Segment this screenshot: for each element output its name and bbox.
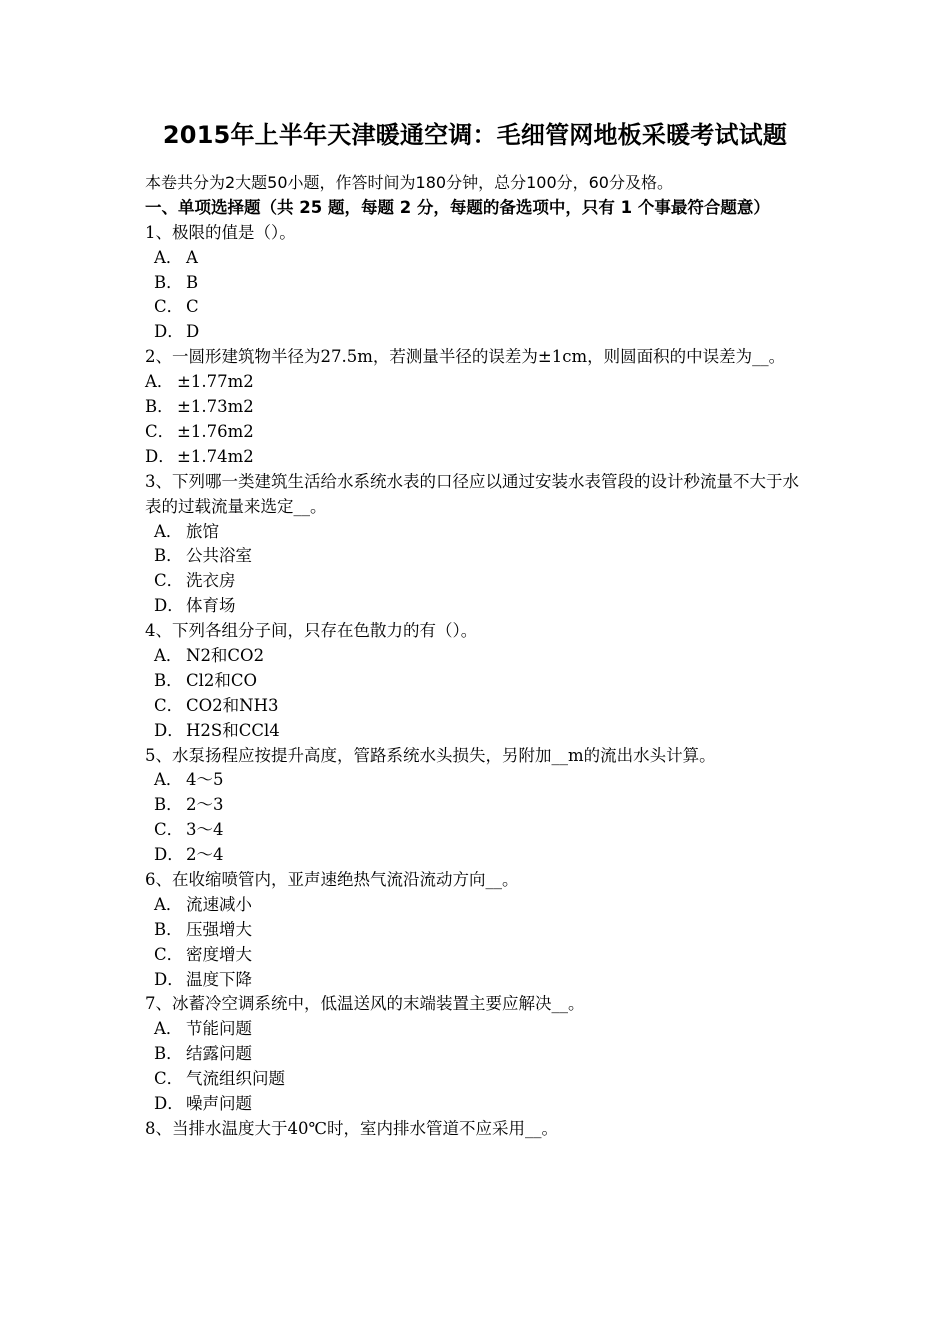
option-letter: A． bbox=[154, 1019, 183, 1039]
option-text: B bbox=[186, 272, 199, 292]
option-text: 气流组织问题 bbox=[186, 1069, 285, 1089]
option-letter: B． bbox=[154, 546, 183, 566]
option-a bbox=[145, 246, 810, 271]
option-c bbox=[145, 420, 810, 445]
option-b bbox=[145, 544, 810, 569]
option-text: 洗衣房 bbox=[186, 571, 236, 591]
option-b bbox=[145, 918, 810, 943]
document-body bbox=[145, 171, 810, 1142]
option-letter: C． bbox=[154, 944, 184, 964]
question-7 bbox=[145, 992, 810, 1116]
option-text: Cl2和CO bbox=[186, 670, 258, 690]
section-heading: 一、单项选择题（共 25 题，每题 2 分，每题的备选项中，只有 1 个事最符合题意） bbox=[145, 197, 770, 217]
option-letter: D． bbox=[145, 446, 175, 466]
option-letter: D． bbox=[154, 720, 184, 740]
option-letter: C． bbox=[154, 820, 184, 840]
option-b bbox=[145, 271, 810, 296]
option-letter: D． bbox=[154, 845, 184, 865]
option-letter: D． bbox=[154, 1094, 184, 1114]
option-c bbox=[145, 1067, 810, 1092]
option-letter: C． bbox=[154, 297, 184, 317]
question-stem: 2、一圆形建筑物半径为27.5m，若测量半径的误差为±1cm，则圆面积的中误差为__。 bbox=[145, 347, 786, 367]
option-text: H2S和CCl4 bbox=[186, 720, 280, 740]
option-d bbox=[145, 594, 810, 619]
option-c bbox=[145, 569, 810, 594]
question-stem: 7、冰蓄冷空调系统中，低温送风的末端装置主要应解决__。 bbox=[145, 994, 585, 1014]
option-text: 2～3 bbox=[186, 795, 224, 815]
question-stem: 3、下列哪一类建筑生活给水系统水表的口径应以通过安装水表管段的设计秒流量不大于水表的过载流量来选定__。 bbox=[145, 471, 799, 516]
option-text: 流速减小 bbox=[186, 894, 252, 914]
option-c bbox=[145, 943, 810, 968]
option-letter: C． bbox=[154, 1069, 184, 1089]
question-1 bbox=[145, 221, 810, 345]
option-c bbox=[145, 295, 810, 320]
option-text: 体育场 bbox=[186, 596, 236, 616]
question-stem: 6、在收缩喷管内，亚声速绝热气流沿流动方向__。 bbox=[145, 870, 519, 889]
question-3 bbox=[145, 470, 810, 619]
question-5 bbox=[145, 744, 810, 868]
question-8 bbox=[145, 1117, 810, 1142]
option-text: CO2和NH3 bbox=[186, 695, 279, 715]
option-text: 旅馆 bbox=[186, 521, 219, 541]
option-a bbox=[145, 520, 810, 545]
option-b bbox=[145, 395, 810, 420]
option-a bbox=[145, 893, 810, 918]
option-text: ±1.73m2 bbox=[177, 397, 254, 417]
option-text: C bbox=[186, 297, 199, 317]
document-title: 2015年上半年天津暖通空调：毛细管网地板采暖考试试题 bbox=[162, 121, 788, 149]
option-letter: B． bbox=[154, 1044, 183, 1064]
option-letter: B． bbox=[145, 397, 174, 417]
option-text: 3～4 bbox=[186, 820, 224, 840]
question-4 bbox=[145, 619, 810, 743]
option-d bbox=[145, 843, 810, 868]
option-a bbox=[145, 370, 810, 395]
option-letter: C． bbox=[154, 571, 184, 591]
option-letter: B． bbox=[154, 272, 183, 292]
option-text: 节能问题 bbox=[186, 1019, 252, 1039]
option-text: 4～5 bbox=[186, 770, 224, 790]
option-letter: D． bbox=[154, 322, 184, 342]
question-2 bbox=[145, 345, 810, 469]
option-a bbox=[145, 1017, 810, 1042]
question-stem: 1、极限的值是（）。 bbox=[145, 222, 296, 242]
option-letter: C． bbox=[154, 695, 184, 715]
option-c bbox=[145, 818, 810, 843]
option-letter: D． bbox=[154, 596, 184, 616]
option-letter: A． bbox=[154, 894, 183, 914]
question-stem: 5、水泵扬程应按提升高度，管路系统水头损失，另附加__m的流出水头计算。 bbox=[145, 745, 716, 765]
option-text: 公共浴室 bbox=[186, 546, 252, 566]
option-c bbox=[145, 694, 810, 719]
question-6 bbox=[145, 868, 810, 992]
option-letter: A． bbox=[154, 770, 183, 790]
option-letter: A． bbox=[154, 247, 183, 267]
option-letter: A． bbox=[145, 372, 174, 392]
option-text: N2和CO2 bbox=[186, 645, 265, 665]
option-text: ±1.77m2 bbox=[177, 372, 254, 392]
option-a bbox=[145, 768, 810, 793]
option-text: D bbox=[186, 322, 200, 342]
option-a bbox=[145, 644, 810, 669]
option-letter: C． bbox=[145, 421, 175, 441]
option-text: ±1.76m2 bbox=[177, 421, 254, 441]
exam-intro: 本卷共分为2大题50小题，作答时间为180分钟，总分100分，60分及格。 bbox=[145, 173, 673, 192]
option-text: 2～4 bbox=[186, 845, 224, 865]
option-b bbox=[145, 669, 810, 694]
option-d bbox=[145, 719, 810, 744]
option-text: ±1.74m2 bbox=[177, 446, 254, 466]
option-text: 噪声问题 bbox=[186, 1094, 252, 1114]
option-text: 温度下降 bbox=[186, 969, 252, 989]
option-d bbox=[145, 1092, 810, 1117]
question-stem: 4、下列各组分子间，只存在色散力的有（）。 bbox=[145, 621, 478, 641]
option-letter: B． bbox=[154, 670, 183, 690]
option-d bbox=[145, 968, 810, 993]
option-letter: B． bbox=[154, 795, 183, 815]
option-letter: D． bbox=[154, 969, 184, 989]
option-text: 密度增大 bbox=[186, 944, 252, 964]
question-stem: 8、当排水温度大于40℃时，室内排水管道不应采用__。 bbox=[145, 1118, 558, 1138]
option-letter: A． bbox=[154, 521, 183, 541]
option-text: 压强增大 bbox=[186, 919, 252, 939]
option-letter: B． bbox=[154, 919, 183, 939]
option-text: 结露问题 bbox=[186, 1044, 252, 1064]
option-text: A bbox=[186, 247, 198, 267]
option-d bbox=[145, 445, 810, 470]
option-letter: A． bbox=[154, 645, 183, 665]
option-b bbox=[145, 793, 810, 818]
option-d bbox=[145, 320, 810, 345]
option-b bbox=[145, 1042, 810, 1067]
